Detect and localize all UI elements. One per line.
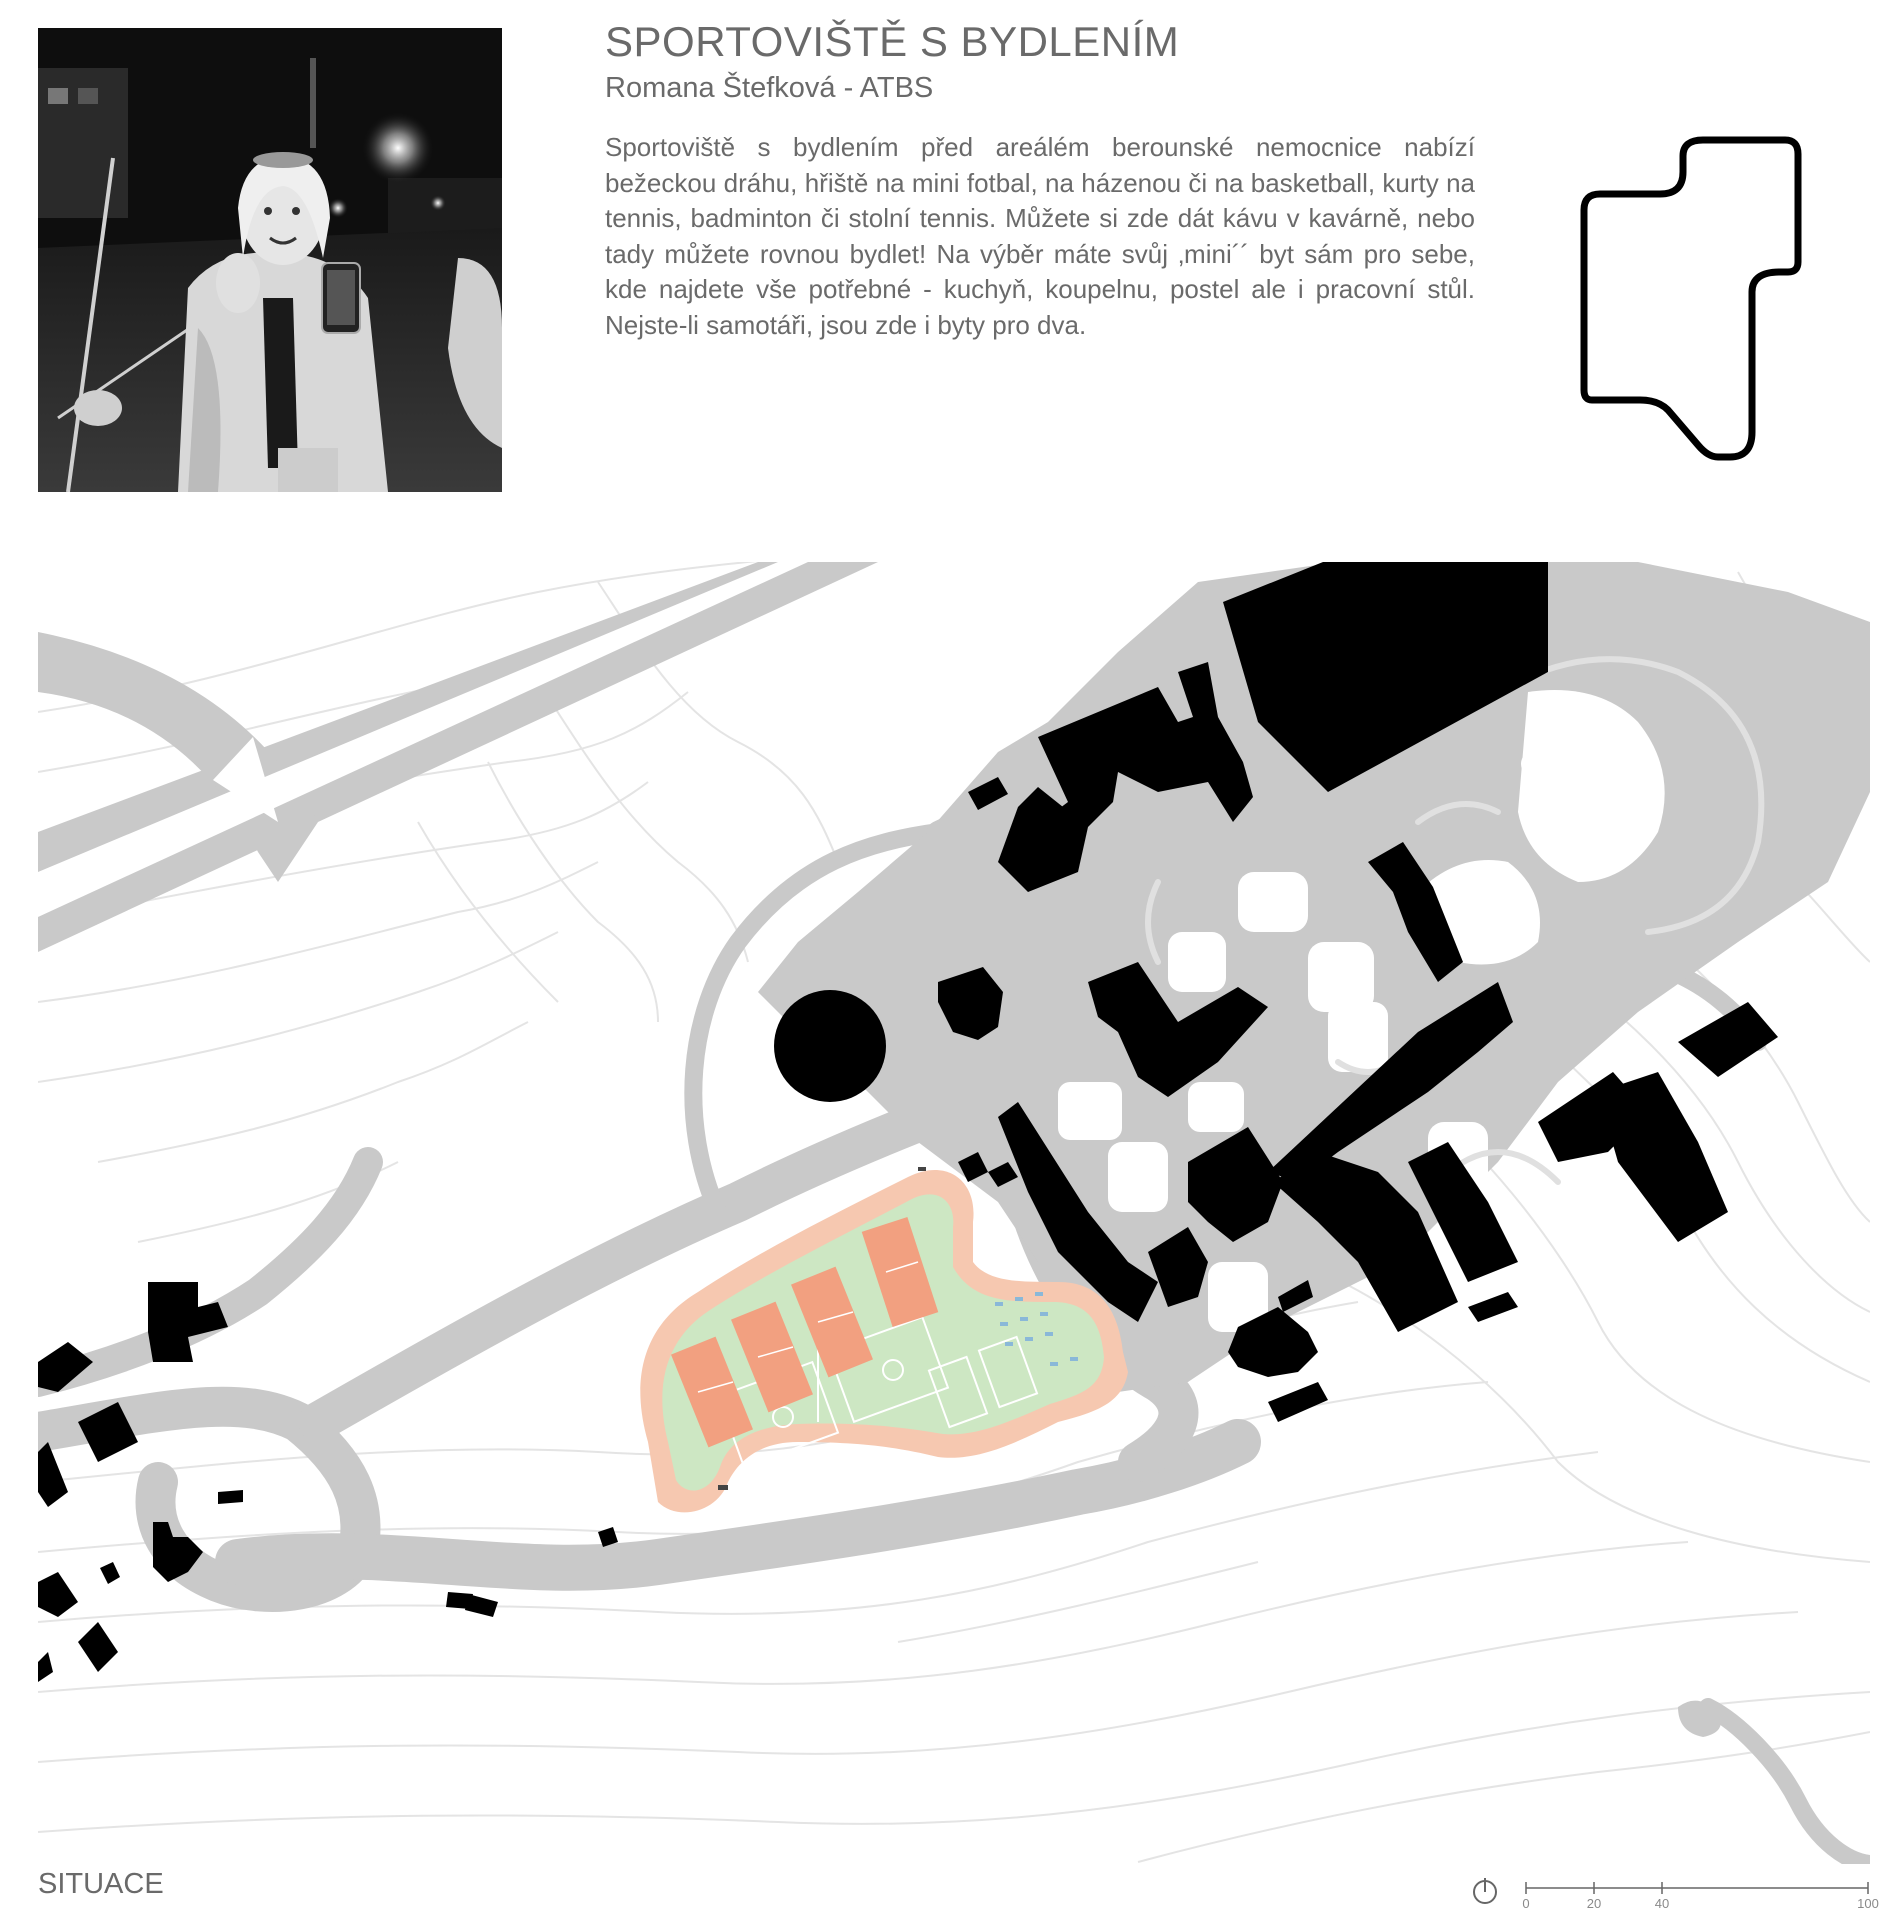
scale-bar (1470, 1872, 1880, 1916)
highway (38, 562, 878, 952)
track-outline-icon (1580, 132, 1810, 462)
portrait-photo (38, 28, 502, 492)
scale-tick-0: 0 (1522, 1896, 1530, 1911)
scale-tick-40: 40 (1654, 1896, 1670, 1911)
page-title: SPORTOVIŠTĚ S BYDLENÍM (605, 18, 1180, 65)
author-subtitle: Romana Štefková - ATBS (605, 72, 934, 104)
site-plan-label: SITUACE (38, 1868, 164, 1900)
scale-tick-20: 20 (1586, 1896, 1602, 1911)
scale-tick-100: 100 (1857, 1896, 1879, 1911)
north-arrow-icon (1474, 1878, 1496, 1903)
site-plan (38, 562, 1870, 1864)
project-description: Sportoviště s bydlením před areálém berounské nemocnice nabízí bežeckou dráhu, hřiště na mini fotbal, na házenou či na basketball, kurty na tennis, badminton či stolní tennis. Můžete si zde dát kávu v kavárně, nebo tady můžete rovnou bydlet! Na výběr máte svůj ‚mini´´ byt sám pro sebe, kde najdete vše potřebné - kuchyň, koupelnu, postel ale i pracovní stůl. Nejste-li samotáři, jsou zde i byty pro dva. (605, 132, 1475, 340)
